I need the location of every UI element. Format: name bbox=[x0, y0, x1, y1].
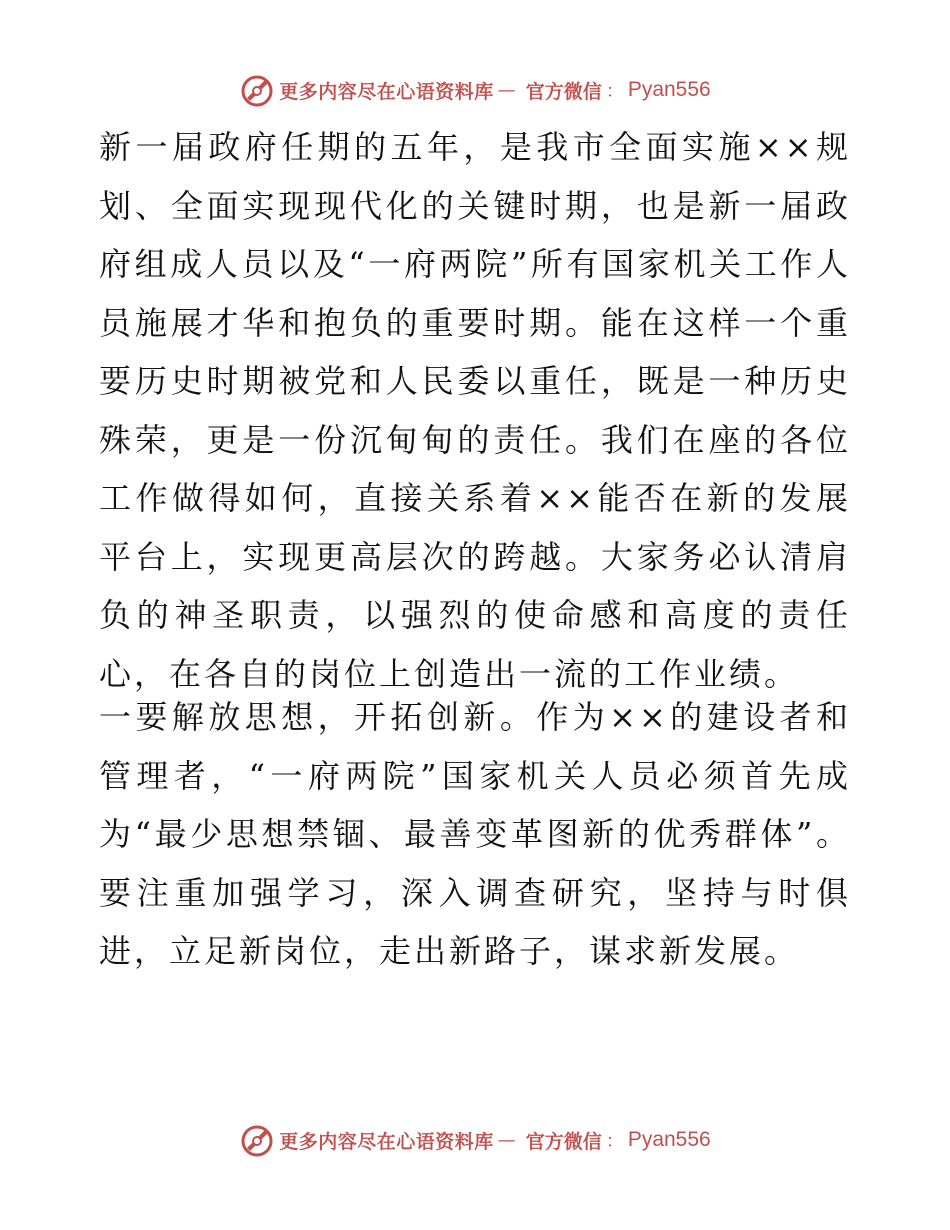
header-banner bbox=[0, 70, 950, 110]
quill-logo-icon bbox=[239, 72, 275, 108]
banner-wechat-label: 官方微信 bbox=[525, 1130, 602, 1153]
banner-dash: — bbox=[497, 1129, 516, 1151]
body-paragraph: 一要解放思想，开拓创新。作为××的建设者和管理者，“一府两院”国家机关人员必须首先成为“最少思想禁锢、最善变革图新的优秀群体”。要注重加强学习，深入调查研究，坚持与时俱进，立足新岗位，走出新路子，谋求新发展。 bbox=[99, 698, 851, 970]
body-paragraph: 新一届政府任期的五年，是我市全面实施××规划、全面实现现代化的关键时期，也是新一届政府组成人员以及“一府两院”所有国家机关工作人员施展才华和抱负的重要时期。能在这样一个重要历史时期被党和人民委以重任，既是一种历史殊荣，更是一份沉甸甸的责任。我们在座的各位工作做得如何，直接关系着××能否在新的发展平台上，实现更高层次的跨越。大家务必认清肩负的神圣职责，以强烈的使命感和高度的责任心，在各自的岗位上创造出一流的工作业绩。 bbox=[99, 128, 851, 693]
banner-wechat-id: Pyan556 bbox=[627, 1128, 711, 1151]
quill-logo-icon bbox=[239, 1122, 275, 1158]
footer-banner bbox=[0, 1120, 950, 1160]
banner-wechat-id: Pyan556 bbox=[627, 78, 711, 101]
banner-wechat-label: 官方微信 bbox=[525, 80, 602, 103]
banner-dash: — bbox=[497, 79, 516, 101]
banner-text: 更多内容尽在心语资料库 bbox=[279, 1130, 494, 1153]
banner-separator: ： bbox=[605, 81, 624, 102]
banner-text: 更多内容尽在心语资料库 bbox=[279, 80, 494, 103]
banner-separator: ： bbox=[605, 1131, 624, 1152]
